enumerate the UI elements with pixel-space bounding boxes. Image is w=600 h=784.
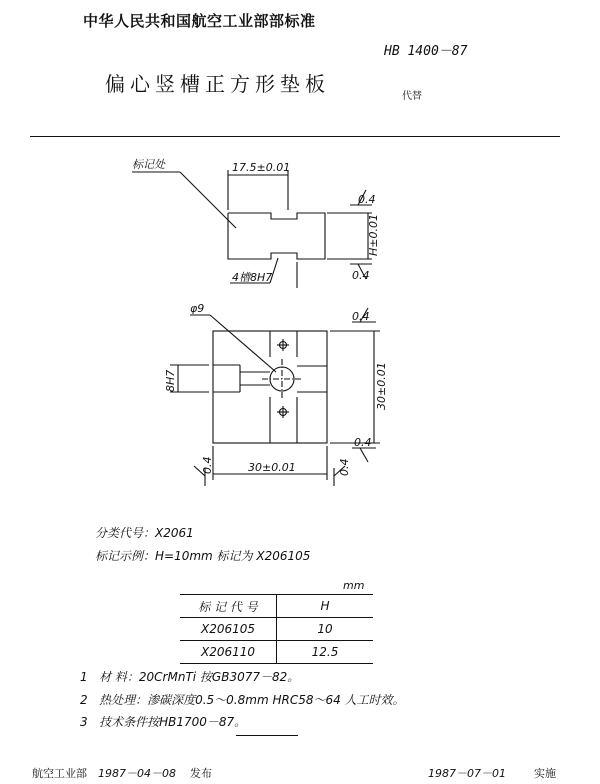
note-number: 1 [80, 670, 88, 684]
slot-width-dim: 8H7 [164, 369, 177, 392]
footer-effective-date: 1987－07－01 [428, 767, 506, 780]
standard-code: HB 1400－87 [384, 44, 468, 59]
table-cell-code: X206105 [180, 618, 277, 641]
flatness-top: 0.4 [358, 193, 376, 206]
table-cell-h: 12.5 [311, 645, 339, 659]
slot-note: 4槽8H7 [232, 271, 273, 284]
note-item [80, 668, 299, 685]
note-number: 3 [80, 715, 88, 729]
footer-issue-date: 1987－04－08 [98, 767, 176, 780]
footer-issuer: 航空工业部 [32, 767, 87, 780]
flatness-plan: 0.4 [352, 310, 370, 323]
table-row [180, 618, 373, 641]
flatness-bottom: 0.4 [354, 436, 372, 449]
footer-effective-label: 实施 [534, 767, 556, 780]
table-unit: mm [343, 579, 365, 592]
flatness-right: 0.4 [338, 458, 351, 476]
plan-width-dim: 30±0.01 [248, 461, 296, 474]
marking-table [180, 594, 373, 664]
note-text: 材 料：20CrMnTi 按GB3077－82。 [99, 670, 300, 684]
side-view-outline [228, 213, 325, 259]
table-header-row [180, 595, 373, 618]
replaces-label: 代替 [402, 91, 422, 102]
table-row [180, 641, 373, 664]
top-width-dim: 17.5±0.01 [232, 161, 291, 174]
mark-location-label: 标记处 [132, 158, 165, 171]
top-height-dim: H±0.01 [367, 214, 380, 256]
mark-example: 标记示例：H=10mm 标记为 X206105 [95, 549, 311, 563]
table-header-h: H [320, 599, 330, 613]
notes-end-rule [236, 735, 298, 736]
flatness-side: 0.4 [352, 269, 370, 282]
footer-issue-label: 发布 [190, 767, 212, 780]
note-item [80, 713, 246, 730]
note-number: 2 [80, 693, 88, 707]
note-item [80, 691, 405, 708]
note-text: 技术条件按HB1700－87。 [99, 715, 247, 729]
table-cell-code: X206110 [180, 641, 277, 664]
hole-leader [210, 315, 276, 372]
hole-diameter: φ9 [190, 302, 205, 315]
document-title: 偏心竖槽正方形垫板 [105, 72, 330, 96]
issuing-organization: 中华人民共和国航空工业部部标准 [83, 12, 316, 30]
flatness-left: 0.4 [201, 456, 214, 474]
classification-code: 分类代号：X2061 [95, 526, 194, 540]
table-header-code: 标 记 代 号 [180, 595, 277, 618]
plan-height-dim: 30±0.01 [375, 362, 388, 410]
table-cell-h: 10 [317, 622, 333, 636]
note-text: 热处理：渗碳深度0.5～0.8mm HRC58～64 人工时效。 [99, 693, 405, 707]
